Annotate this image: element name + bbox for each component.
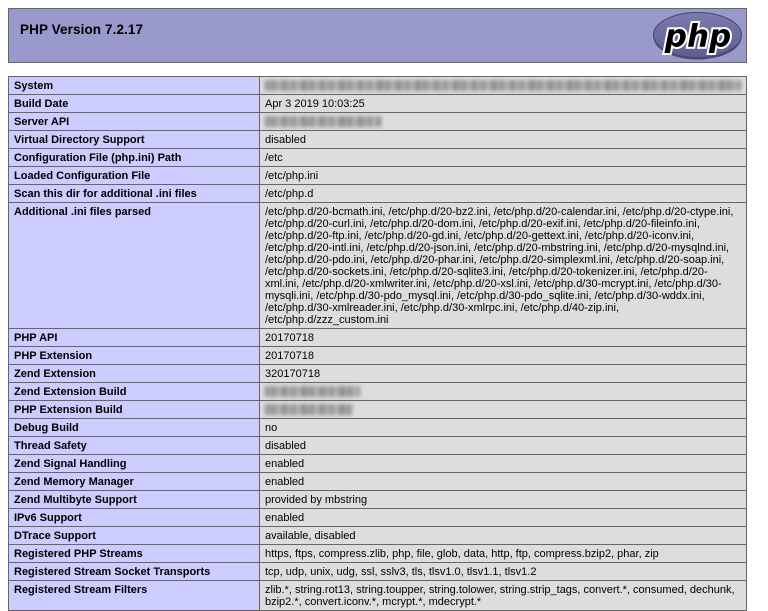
info-value: 20170718 [260,329,747,347]
php-info-table [8,76,747,611]
info-label: DTrace Support [9,527,260,545]
info-row [9,563,747,581]
info-label: System [9,77,260,95]
info-row [9,167,747,185]
info-value: https, ftps, compress.zlib, php, file, glob, data, http, ftp, compress.bzip2, phar, zip [260,545,747,563]
info-label: PHP API [9,329,260,347]
info-row [9,491,747,509]
redacted-value-blur [265,404,352,415]
info-value: 320170718 [260,365,747,383]
info-row [9,95,747,113]
php-logo-icon [649,9,746,62]
info-label: Build Date [9,95,260,113]
info-row [9,545,747,563]
info-row [9,185,747,203]
info-value: disabled [260,437,747,455]
info-value: 20170718 [260,347,747,365]
info-label: Zend Signal Handling [9,455,260,473]
info-value: available, disabled [260,527,747,545]
info-label: Virtual Directory Support [9,131,260,149]
info-row [9,437,747,455]
redacted-value-blur [265,116,381,127]
info-value: Apr 3 2019 10:03:25 [260,95,747,113]
info-label: Zend Extension Build [9,383,260,401]
info-label: Registered PHP Streams [9,545,260,563]
info-row [9,329,747,347]
info-label: Scan this dir for additional .ini files [9,185,260,203]
info-row [9,113,747,131]
phpinfo-header [8,8,747,63]
info-value: tcp, udp, unix, udg, ssl, sslv3, tls, tlsv1.0, tlsv1.1, tlsv1.2 [260,563,747,581]
info-label: Debug Build [9,419,260,437]
redacted-value-blur [265,386,360,397]
info-value [260,77,747,95]
info-value: /etc [260,149,747,167]
info-value: /etc/php.d/20-bcmath.ini, /etc/php.d/20-bz2.ini, /etc/php.d/20-calendar.ini, /etc/php.d/20-ctype.ini, /etc/php.d/20-curl.ini, /etc/php.d/20-dom.ini, /etc/php.d/20-exif.ini, /etc/php.d/20-fileinfo.ini, /etc/php.d/20-ftp.ini, /etc/php.d/20-gd.ini, /etc/php.d/20-gettext.ini, /etc/php.d/20-iconv.ini, /etc/php.d/20-intl.ini, /etc/php.d/20-json.ini, /etc/php.d/20-mbstring.ini, /etc/php.d/20-mysqlnd.ini, /etc/php.d/20-pdo.ini, /etc/php.d/20-phar.ini, /etc/php.d/20-simplexml.ini, /etc/php.d/20-soap.ini, /etc/php.d/20-sockets.ini, /etc/php.d/20-sqlite3.ini, /etc/php.d/20-tokenizer.ini, /etc/php.d/20-xml.ini, /etc/php.d/20-xmlwriter.ini, /etc/php.d/20-xsl.ini, /etc/php.d/30-mcrypt.ini, /etc/php.d/30-mysqli.ini, /etc/php.d/30-pdo_mysql.ini, /etc/php.d/30-pdo_sqlite.ini, /etc/php.d/30-wddx.ini, /etc/php.d/30-xmlreader.ini, /etc/php.d/30-xmlrpc.ini, /etc/php.d/40-zip.ini, /etc/php.d/zzz_custom.ini [260,203,747,329]
info-label: Registered Stream Filters [9,581,260,611]
page-title: PHP Version 7.2.17 [20,22,144,37]
info-value: /etc/php.d [260,185,747,203]
info-label: Additional .ini files parsed [9,203,260,329]
info-row [9,419,747,437]
info-value: enabled [260,455,747,473]
info-row [9,365,747,383]
info-label: Server API [9,113,260,131]
info-value: enabled [260,509,747,527]
info-label: Zend Memory Manager [9,473,260,491]
redacted-value-blur [265,80,741,91]
info-row [9,473,747,491]
info-row [9,383,747,401]
info-row [9,347,747,365]
info-value [260,383,747,401]
info-table-body [9,77,747,611]
info-value: disabled [260,131,747,149]
info-value [260,113,747,131]
info-value: no [260,419,747,437]
info-row [9,131,747,149]
svg-text:php: php [664,18,732,55]
info-label: IPv6 Support [9,509,260,527]
info-row [9,77,747,95]
info-row [9,203,747,329]
info-label: PHP Extension [9,347,260,365]
info-label: Registered Stream Socket Transports [9,563,260,581]
info-value [260,401,747,419]
info-label: Zend Multibyte Support [9,491,260,509]
info-row [9,527,747,545]
info-value: zlib.*, string.rot13, string.toupper, string.tolower, string.strip_tags, convert.*, consumed, dechunk, bzip2.*, convert.iconv.*, mcrypt.*, mdecrypt.* [260,581,747,611]
info-label: Zend Extension [9,365,260,383]
info-value: enabled [260,473,747,491]
info-value: /etc/php.ini [260,167,747,185]
info-row [9,509,747,527]
info-value: provided by mbstring [260,491,747,509]
info-row [9,455,747,473]
info-label: Loaded Configuration File [9,167,260,185]
info-label: PHP Extension Build [9,401,260,419]
info-label: Configuration File (php.ini) Path [9,149,260,167]
info-row [9,149,747,167]
phpinfo-page [8,8,747,611]
info-label: Thread Safety [9,437,260,455]
info-row [9,401,747,419]
